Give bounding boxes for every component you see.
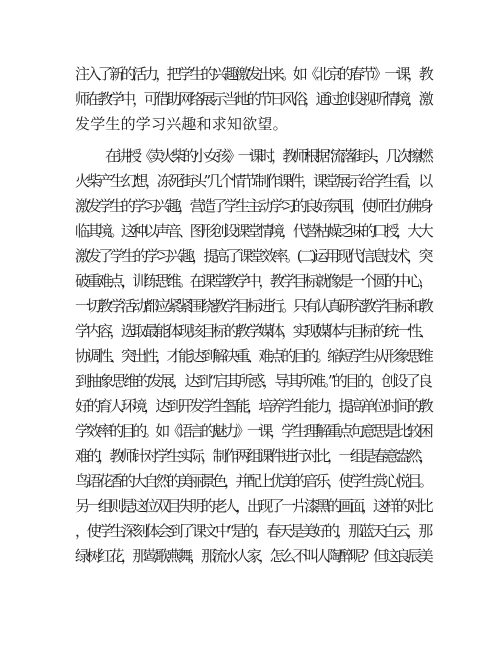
text-line: 学效率的目的。如《语言的魅力》一课，学生理解重点句意思是比较困 <box>75 422 431 440</box>
text-line: 激发学生的学习兴趣，营造了学生主动学习的良好氛围，使师生仿佛身 <box>75 197 431 215</box>
text-line: 注入了新的活力，把学生的兴趣激发出来。如《北京的春节》一课，教 <box>75 65 431 83</box>
text-line: 好的育人环境，达到开发学生智能，培养学生能力，提高单位时间的教 <box>75 397 431 415</box>
text-line: 到抽象思维的发展，达到“启其所惑，导其所难。”的目的，创设了良 <box>75 372 431 390</box>
text-line: 协调性、突出性，才能达到解决重、难点的目的。缩短学生从形象思维 <box>75 347 431 365</box>
text-line: 临其境。这种以声音、图形创设课堂情境，代替枯燥乏味的口授，大大 <box>75 222 431 240</box>
text-line: 破重难点，训练思维。在课堂教学中，教学目标就像是一个圆的中心， <box>75 272 431 290</box>
paragraph-first-line: 在讲授《卖火柴的小女孩》一课时，教师根据“流落街头，几次擦燃 <box>105 147 430 165</box>
text-line: 另一组则是这位双目失明的老人，出现了一片漆黑的画面，这样的对比 <box>75 497 431 515</box>
text-line: 激发了学生的学习兴趣，提高了课堂效率。(二)运用现代信息技术，突 <box>75 247 431 265</box>
text-line: 学内容，选取最能体现该目标的教学媒体，实现媒体与目标的统一性、 <box>75 322 431 340</box>
text-line: 发学生的学习兴趣和求知欲望。 <box>75 115 288 133</box>
text-line: 师在教学中，可借助网络展示当地的节日风俗，通过创设视听情境，激 <box>75 90 431 108</box>
text-line: 鸟语花香的大自然的美丽景色，并配上优美的音乐，使学生赏心悦目。 <box>75 472 431 490</box>
text-line: ，使学生深刻体会到了课文中“是的，春天是美好的，那蓝天白云，那 <box>75 522 430 540</box>
text-line: 难的，教师针对学生实际，制作两组课件进行对比，一组是春意盎然， <box>75 447 431 465</box>
text-line: 火柴产生幻想，冻死街头”几个情节制作课件，课堂展示给学生看，以 <box>75 172 430 190</box>
text-line: 绿树红花，那莺歌燕舞，那流水人家，怎么不叫人陶醉呢？但这良辰美 <box>75 547 431 565</box>
text-line: 一切教学活动都应紧紧围绕教学目标进行。只有认真研究教学目标和教 <box>75 297 431 315</box>
